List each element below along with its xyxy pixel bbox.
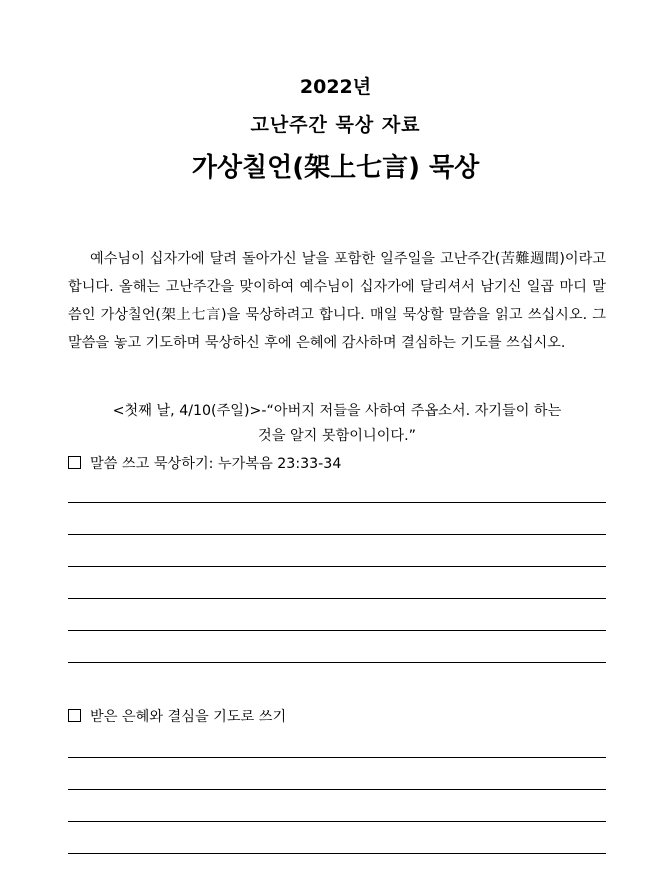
write-task (68, 454, 606, 474)
prayer-line[interactable] (68, 853, 606, 854)
year-heading: 2022년 (299, 76, 372, 98)
prayer-task-label: 받은 은혜와 결심을 기도로 쓰기 (90, 709, 287, 725)
write-task-label: 말씀 쓰고 묵상하기: 누가복음 23:33-34 (90, 456, 342, 472)
day-verse-line-1: <첫째 날, 4/10(주일)>-“아버지 저들을 사하여 주옵소서. 자기들이 하는 (112, 403, 562, 419)
subtitle-heading: 고난주간 묵상 자료 (250, 114, 421, 136)
day-verse-line-2: 것을 알지 못함이니이다.” (258, 428, 416, 444)
prayer-task-checkbox[interactable] (68, 709, 81, 722)
writing-line[interactable] (68, 502, 606, 503)
prayer-line[interactable] (68, 789, 606, 790)
prayer-line[interactable] (68, 821, 606, 822)
day-verse (68, 399, 606, 449)
writing-line[interactable] (68, 534, 606, 535)
write-task-checkbox[interactable] (68, 456, 81, 469)
prayer-task (68, 707, 606, 727)
writing-line[interactable] (68, 630, 606, 631)
writing-line[interactable] (68, 662, 606, 663)
prayer-line[interactable] (68, 757, 606, 758)
writing-line[interactable] (68, 566, 606, 567)
intro-paragraph: 예수님이 십자가에 달려 돌아가신 날을 포함한 일주일을 고난주간(苦難週間)이라고 합니다. 올해는 고난주간을 맞이하여 예수님이 십자가에 달리셔서 남기신 일곱 마디 말씀인 가상칠언(架上七言)을 묵상하려고 합니다. 매일 묵상할 말씀을 읽고 쓰십시오. 그 말씀을 놓고 기도하며 묵상하신 후에 은혜에 감사하며 결심하는 기도를 쓰십시오. (68, 251, 606, 351)
writing-line[interactable] (68, 598, 606, 599)
page-title: 가상칠언(架上七言) 묵상 (191, 153, 480, 183)
